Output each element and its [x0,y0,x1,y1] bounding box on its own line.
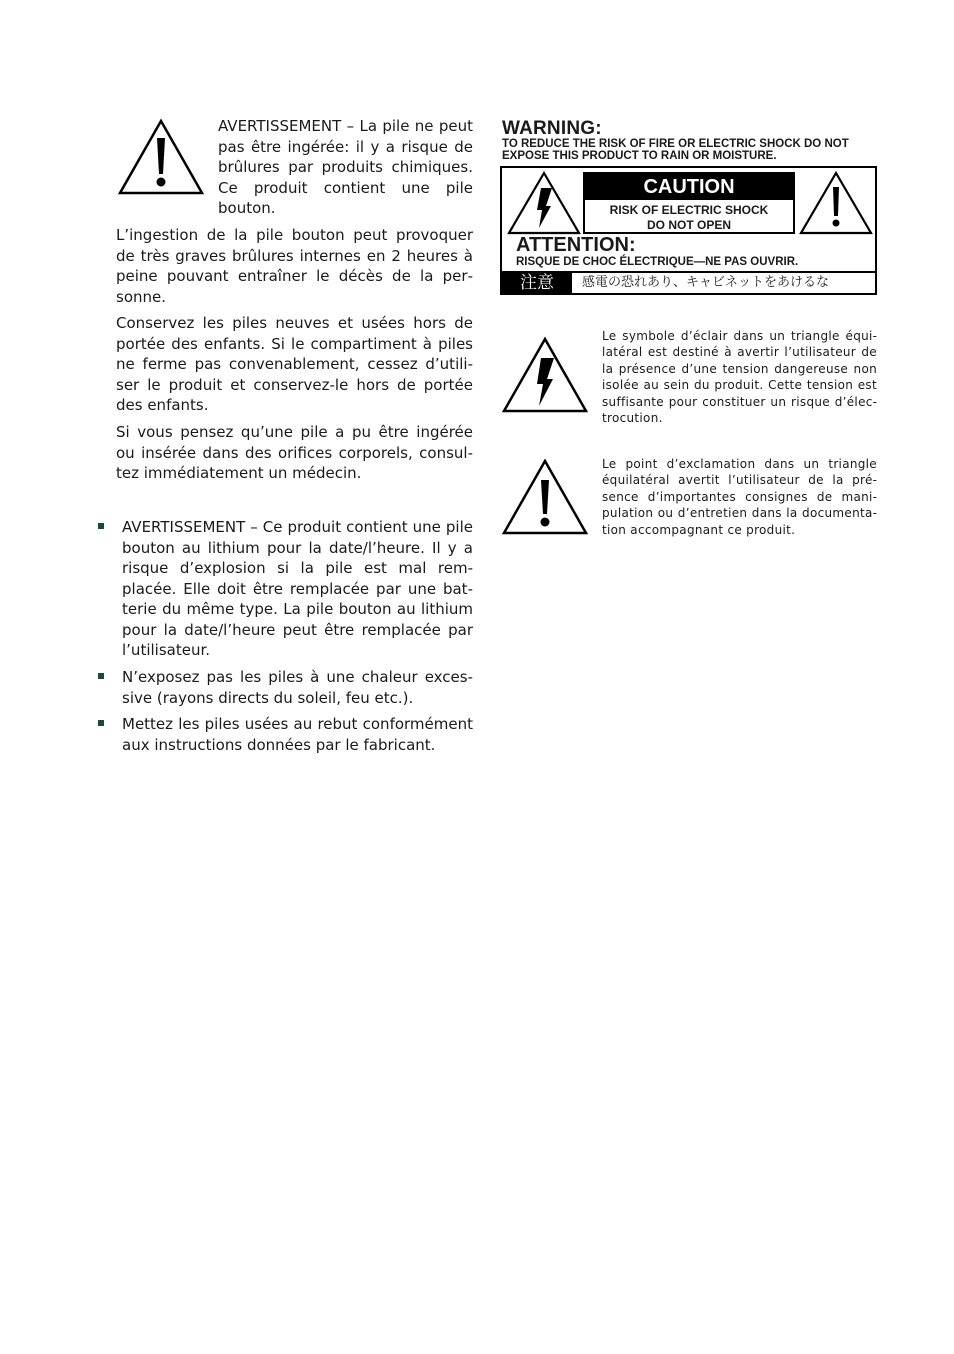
exclamation-symbol-description: Le point d’exclamation dans un triangle équilatéral avertit l’utilisateur de la présence d’importantes consignes de manipulation ou d’entretien dans la documentation accompagnant ce produit. [602,457,877,537]
warning-title: WARNING: [502,118,602,139]
caution-label [500,166,877,295]
intro-warning: AVERTISSEMENT – La pile ne peut pas être ingérée: il y a risque de brûlures par produits chimiques. Ce produit contient une pile bouton. [218,117,473,217]
lightning-triangle-icon [506,170,582,236]
caution-inner-box [583,172,795,234]
caution-heading: CAUTION [585,174,793,200]
attention-title: ATTENTION: [516,234,636,256]
caution-text [585,200,793,233]
bullet-item-heat: N’exposez pas les piles à une chaleur excessive (rayons directs du soleil, feu etc.). [122,668,473,707]
bullet-marker [98,673,104,679]
keep-away-paragraph: Conservez les piles neuves et usées hors de portée des enfants. Si le compartiment à piles ne ferme pas convenablement, cessez d’utiliser le produit et conservez-le hors de portée des enfants. [116,314,473,414]
caution-line-2: DO NOT OPEN [646,218,731,232]
bullet-marker [98,720,104,726]
lightning-triangle-icon [501,336,589,414]
warning-line-1: TO REDUCE THE RISK OF FIRE OR ELECTRIC SHOCK DO NOT [502,138,849,150]
exclamation-triangle-icon [117,118,205,196]
caution-line-1: RISK OF ELECTRIC SHOCK [609,203,769,217]
ingestion-paragraph: L’ingestion de la pile bouton peut provoquer de très graves brûlures internes en 2 heures à peine pouvant entraîner le décès de la personne. [116,226,473,306]
japanese-row [502,271,875,293]
bullet-item-disposal: Mettez les piles usées au rebut conformément aux instructions données par le fabricant. [122,715,473,754]
warning-line-2: EXPOSE THIS PRODUCT TO RAIN OR MOISTURE. [502,150,777,162]
doctor-paragraph: Si vous pensez qu’une pile a pu être ingérée ou insérée dans des orifices corporels, consultez immédiatement un médecin. [116,423,473,482]
lightning-symbol-description: Le symbole d’éclair dans un triangle équilatéral est destiné à avertir l’utilisateur de la présence d’une tension dangereuse non isolée au sein du produit. Cette tension est suffisante pour constituer un risque d’électrocution. [602,329,877,426]
japanese-text: 感電の恐れあり、キャビネットをあけるな [582,275,830,290]
bullet-item-lithium: AVERTISSEMENT – Ce produit contient une pile bouton au lithium pour la date/l’heure. Il y a risque d’explosion si la pile est mal remplacée. Elle doit être remplacée par une batterie du même type. La pile bouton au lithium pour la date/l’heure peut être remplacée par l’utilisateur. [122,518,473,659]
japanese-label: 注意 [502,273,572,295]
bullet-marker [98,523,104,529]
exclamation-triangle-icon [798,170,874,236]
exclamation-triangle-icon [501,458,589,536]
attention-line: RISQUE DE CHOC ÉLECTRIQUE—NE PAS OUVRIR. [516,256,799,268]
